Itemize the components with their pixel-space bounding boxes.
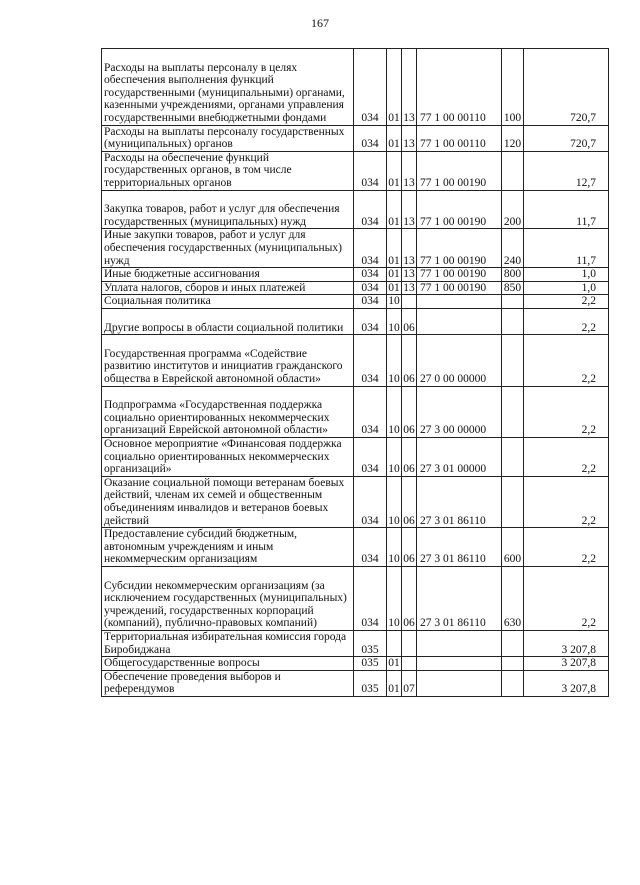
ministry-code: 034	[354, 386, 387, 437]
item-name: Расходы на выплаты персоналу в целях обеспечения выполнения функций государственными (муниципальными) органами, казенными учреждениями, органами управления государственными внебюджетными фондами	[102, 49, 354, 126]
ministry-code: 035	[354, 670, 387, 696]
expense-type-code	[502, 657, 524, 671]
table-row	[102, 49, 609, 126]
expense-type-code: 100	[502, 49, 524, 126]
ministry-code: 034	[354, 190, 387, 229]
target-article-code: 27 3 01 00000	[417, 437, 502, 476]
table-row	[102, 566, 609, 630]
ministry-code: 034	[354, 437, 387, 476]
section-code: 01	[387, 125, 402, 151]
target-article-code	[417, 630, 502, 656]
ministry-code: 034	[354, 295, 387, 309]
subsection-code: 06	[402, 528, 417, 567]
budget-table	[101, 48, 609, 697]
item-name: Основное мероприятие «Финансовая поддержка социально ориентированных некоммерческих организаций»	[102, 437, 354, 476]
expense-type-code	[502, 151, 524, 190]
section-code: 10	[388, 295, 400, 308]
item-name: Другие вопросы в области социальной политики	[102, 308, 354, 334]
subsection-code: 13	[402, 49, 417, 126]
subsection-code: 07	[402, 670, 417, 696]
target-article-code: 77 1 00 00190	[417, 229, 502, 268]
target-article-code: 77 1 00 00110	[417, 49, 502, 126]
subsection-code: 06	[402, 335, 417, 386]
ministry-code: 034	[354, 308, 387, 334]
item-name: Иные бюджетные ассигнования	[102, 268, 354, 282]
expense-type-code: 200	[502, 190, 524, 229]
target-article-code: 27 3 01 86110	[417, 528, 502, 567]
subsection-code: 06	[402, 476, 417, 527]
table-row	[102, 476, 609, 527]
table-row	[102, 528, 609, 567]
target-article-code: 77 1 00 00190	[417, 281, 502, 295]
subsection-code: 06	[402, 386, 417, 437]
amount: 11,7	[524, 190, 609, 229]
table-row	[102, 335, 609, 386]
amount: 720,7	[524, 125, 609, 151]
expense-type-code	[502, 386, 524, 437]
ministry-code: 034	[354, 281, 387, 295]
amount: 1,0	[524, 281, 609, 295]
table-row	[102, 295, 609, 309]
amount: 2,2	[524, 528, 609, 567]
subsection-code: 13	[403, 268, 415, 281]
section-code: 10	[387, 566, 402, 630]
expense-type-code: 120	[502, 125, 524, 151]
item-name: Подпрограмма «Государственная поддержка социально ориентированных некоммерческих организаций Еврейской автономной области»	[102, 386, 354, 437]
amount: 3 207,8	[524, 657, 609, 671]
ministry-code: 034	[354, 125, 387, 151]
amount: 2,2	[524, 295, 609, 309]
subsection-code: 13	[402, 190, 417, 229]
target-article-code	[417, 308, 502, 334]
expense-type-code	[502, 437, 524, 476]
target-article-code	[417, 657, 502, 671]
table-row	[102, 190, 609, 229]
table-row	[102, 268, 609, 282]
item-name: Иные закупки товаров, работ и услуг для обеспечения государственных (муниципальных) нужд	[102, 229, 354, 268]
expense-type-code	[502, 670, 524, 696]
section-code: 01	[387, 670, 402, 696]
section-code: 01	[387, 49, 402, 126]
table-row	[102, 281, 609, 295]
subsection-code	[402, 657, 417, 671]
section-code: 10	[387, 528, 402, 567]
section-code	[387, 630, 402, 656]
table-row	[102, 657, 609, 671]
expense-type-code	[502, 308, 524, 334]
ministry-code: 034	[354, 476, 387, 527]
amount: 2,2	[524, 566, 609, 630]
item-name: Расходы на выплаты персоналу государственных (муниципальных) органов	[102, 125, 354, 151]
item-name: Территориальная избирательная комиссия города Биробиджана	[102, 630, 354, 656]
table-row	[102, 670, 609, 696]
item-name: Общегосударственные вопросы	[102, 657, 354, 671]
amount: 2,2	[524, 386, 609, 437]
table-row	[102, 229, 609, 268]
section-code: 01	[388, 268, 400, 281]
section-code: 10	[387, 335, 402, 386]
amount: 2,2	[524, 335, 609, 386]
amount: 3 207,8	[524, 630, 609, 656]
item-name: Предоставление субсидий бюджетным, автономным учреждениям и иным некоммерческим организациям	[102, 528, 354, 567]
section-code: 01	[387, 190, 402, 229]
section-code: 01	[387, 229, 402, 268]
page-number: 167	[311, 16, 329, 30]
item-name: Закупка товаров, работ и услуг для обеспечения государственных (муниципальных) нужд	[102, 190, 354, 229]
subsection-code	[402, 295, 417, 309]
expense-type-code	[502, 476, 524, 527]
expense-type-code	[502, 630, 524, 656]
section-code: 10	[387, 308, 402, 334]
ministry-code: 034	[354, 229, 387, 268]
subsection-code: 13	[402, 125, 417, 151]
target-article-code: 77 1 00 00110	[417, 125, 502, 151]
amount: 1,0	[524, 268, 609, 282]
amount: 2,2	[524, 437, 609, 476]
subsection-code	[402, 630, 417, 656]
amount: 2,2	[524, 476, 609, 527]
target-article-code: 27 3 01 86110	[417, 566, 502, 630]
expense-type-code: 600	[502, 528, 524, 567]
target-article-code: 27 3 00 00000	[417, 386, 502, 437]
target-article-code: 27 0 00 00000	[417, 335, 502, 386]
amount: 2,2	[524, 308, 609, 334]
expense-type-code: 630	[502, 566, 524, 630]
expense-type-code: 800	[502, 268, 524, 282]
section-code: 01	[388, 657, 400, 670]
subsection-code: 06	[402, 437, 417, 476]
amount: 720,7	[524, 49, 609, 126]
item-name: Социальная политика	[102, 295, 354, 309]
section-code: 01	[388, 281, 400, 294]
item-name: Уплата налогов, сборов и иных платежей	[102, 281, 354, 295]
expense-type-code	[502, 335, 524, 386]
subsection-code: 13	[402, 151, 417, 190]
table-row	[102, 125, 609, 151]
target-article-code: 77 1 00 00190	[417, 190, 502, 229]
budget-table-body	[102, 49, 609, 697]
subsection-code: 13	[402, 229, 417, 268]
section-code: 01	[387, 151, 402, 190]
section-code: 10	[387, 386, 402, 437]
expense-type-code: 240	[502, 229, 524, 268]
target-article-code: 77 1 00 00190	[417, 151, 502, 190]
section-code: 10	[387, 476, 402, 527]
ministry-code: 035	[354, 657, 387, 671]
ministry-code: 034	[354, 528, 387, 567]
table-row	[102, 308, 609, 334]
ministry-code: 034	[354, 335, 387, 386]
subsection-code: 13	[403, 281, 415, 294]
item-name: Субсидии некоммерческим организациям (за исключением государственных (муниципальных) учреждений, государственных корпораций (компаний), публично-правовых компаний)	[102, 566, 354, 630]
item-name: Обеспечение проведения выборов и референдумов	[102, 670, 354, 696]
subsection-code: 06	[402, 308, 417, 334]
ministry-code: 034	[354, 49, 387, 126]
target-article-code: 77 1 00 00190	[417, 268, 502, 282]
table-row	[102, 151, 609, 190]
target-article-code	[417, 670, 502, 696]
ministry-code: 034	[354, 268, 387, 282]
ministry-code: 034	[354, 566, 387, 630]
amount: 3 207,8	[524, 670, 609, 696]
section-code: 10	[387, 437, 402, 476]
table-row	[102, 437, 609, 476]
target-article-code: 27 3 01 86110	[417, 476, 502, 527]
amount: 12,7	[524, 151, 609, 190]
item-name: Государственная программа «Содействие развитию институтов и инициатив гражданского общества в Еврейской автономной области»	[102, 335, 354, 386]
table-row	[102, 630, 609, 656]
expense-type-code	[502, 295, 524, 309]
amount: 11,7	[524, 229, 609, 268]
table-row	[102, 386, 609, 437]
ministry-code: 034	[354, 151, 387, 190]
subsection-code: 06	[402, 566, 417, 630]
item-name: Расходы на обеспечение функций государственных органов, в том числе территориальных органов	[102, 151, 354, 190]
item-name: Оказание социальной помощи ветеранам боевых действий, членам их семей и общественным объединениям инвалидов и ветеранов боевых действий	[102, 476, 354, 527]
ministry-code: 035	[354, 630, 387, 656]
expense-type-code: 850	[502, 281, 524, 295]
target-article-code	[417, 295, 502, 309]
